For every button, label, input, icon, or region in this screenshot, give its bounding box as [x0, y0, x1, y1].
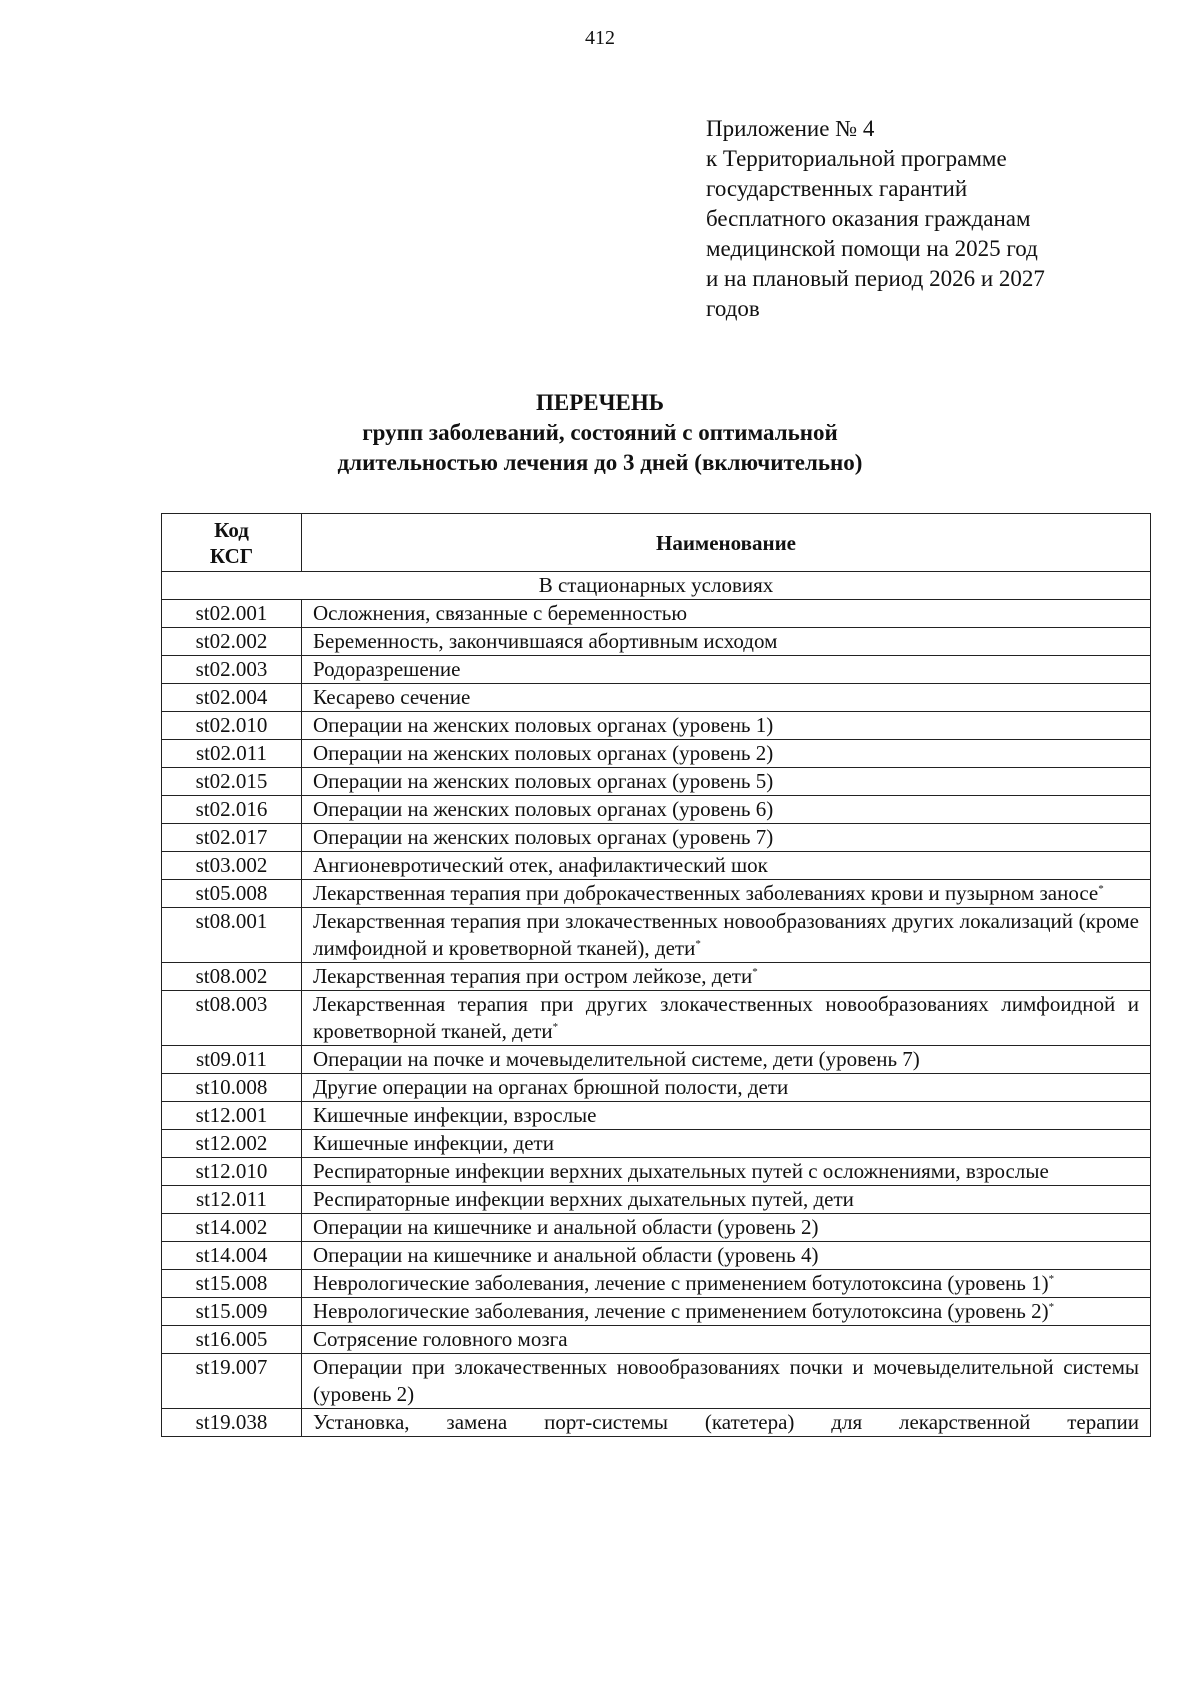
ksg-name-cell: Операции на женских половых органах (уровень 7)	[302, 824, 1151, 852]
ksg-code-cell: st12.010	[162, 1158, 302, 1186]
table-row	[162, 628, 1151, 656]
table-body	[162, 572, 1151, 1437]
ksg-code-cell: st10.008	[162, 1074, 302, 1102]
ksg-name-cell: Кесарево сечение	[302, 684, 1151, 712]
ksg-code-cell: st02.003	[162, 656, 302, 684]
ksg-code-cell: st02.016	[162, 796, 302, 824]
ksg-code-cell: st02.017	[162, 824, 302, 852]
ksg-code-cell: st19.038	[162, 1409, 302, 1437]
table-row	[162, 740, 1151, 768]
footnote-mark: *	[552, 1021, 559, 1033]
table-row	[162, 824, 1151, 852]
table-row	[162, 880, 1151, 908]
footnote-mark: *	[752, 966, 758, 978]
footnote-mark: *	[1098, 883, 1104, 895]
table-row	[162, 1326, 1151, 1354]
ksg-code-cell: st19.007	[162, 1354, 302, 1409]
header-code	[162, 514, 302, 572]
table-row	[162, 712, 1151, 740]
ksg-name-cell: Сотрясение головного мозга	[302, 1326, 1151, 1354]
ksg-name-cell: Ангионевротический отек, анафилактический шок	[302, 852, 1151, 880]
ksg-code-cell: st02.011	[162, 740, 302, 768]
header-code-line: Код	[214, 517, 249, 542]
appendix-line: бесплатного оказания гражданам	[706, 206, 1031, 231]
ksg-name-cell: Другие операции на органах брюшной полости, дети	[302, 1074, 1151, 1102]
ksg-code-cell: st09.011	[162, 1046, 302, 1074]
table-row	[162, 1102, 1151, 1130]
ksg-name-cell: Операции на кишечнике и анальной области (уровень 4)	[302, 1242, 1151, 1270]
table-row	[162, 1242, 1151, 1270]
table-row	[162, 1214, 1151, 1242]
document-heading	[0, 388, 1200, 478]
ksg-name-cell: Неврологические заболевания, лечение с применением ботулотоксина (уровень 1)*	[302, 1270, 1151, 1298]
table-row	[162, 600, 1151, 628]
table-row	[162, 1158, 1151, 1186]
table-row	[162, 991, 1151, 1046]
appendix-line: годов	[706, 296, 760, 321]
footnote-mark: *	[695, 938, 701, 950]
ksg-code-cell: st15.008	[162, 1270, 302, 1298]
table-row	[162, 1074, 1151, 1102]
ksg-code-cell: st12.002	[162, 1130, 302, 1158]
table-row	[162, 684, 1151, 712]
ksg-table	[161, 513, 1151, 1437]
ksg-name-cell: Лекарственная терапия при злокачественных новообразованиях других локализаций (кроме лимфоидной и кроветворной тканей), дети*	[302, 908, 1151, 963]
table-row	[162, 1270, 1151, 1298]
ksg-code-cell: st08.003	[162, 991, 302, 1046]
header-code-line: КСГ	[209, 543, 254, 568]
ksg-code-cell: st12.011	[162, 1186, 302, 1214]
page-number: 412	[585, 27, 615, 49]
ksg-code-cell: st05.008	[162, 880, 302, 908]
ksg-code-cell: st02.002	[162, 628, 302, 656]
table-header-row	[162, 514, 1151, 572]
appendix-line: Приложение № 4	[706, 116, 875, 141]
ksg-code-cell: st02.004	[162, 684, 302, 712]
ksg-name-cell: Лекарственная терапия при остром лейкозе, дети*	[302, 963, 1151, 991]
ksg-name-cell: Неврологические заболевания, лечение с применением ботулотоксина (уровень 2)*	[302, 1298, 1151, 1326]
ksg-name-cell: Осложнения, связанные с беременностью	[302, 600, 1151, 628]
ksg-name-cell	[302, 1409, 1151, 1437]
table-row	[162, 1046, 1151, 1074]
table-row	[162, 852, 1151, 880]
ksg-name-cell: Кишечные инфекции, взрослые	[302, 1102, 1151, 1130]
ksg-name-cell: Родоразрешение	[302, 656, 1151, 684]
ksg-name-cell: Операции на женских половых органах (уровень 6)	[302, 796, 1151, 824]
section-row	[162, 572, 1151, 600]
document-subtitle: групп заболеваний, состояний с оптимальной	[362, 420, 838, 445]
ksg-code-cell: st02.010	[162, 712, 302, 740]
ksg-name-text: Установка, замена порт-системы (катетера) для лекарственной терапии	[313, 1410, 1139, 1434]
table-row	[162, 963, 1151, 991]
ksg-name-cell: Операции на почке и мочевыделительной системе, дети (уровень 7)	[302, 1046, 1151, 1074]
document-subtitle: длительностью лечения до 3 дней (включительно)	[337, 450, 863, 475]
table-row	[162, 796, 1151, 824]
ksg-code-cell: st02.015	[162, 768, 302, 796]
ksg-name-cell: Лекарственная терапия при доброкачественных заболеваниях крови и пузырном заносе*	[302, 880, 1151, 908]
table-row	[162, 1130, 1151, 1158]
ksg-name-cell: Операции на женских половых органах (уровень 5)	[302, 768, 1151, 796]
ksg-name-cell: Операции на женских половых органах (уровень 1)	[302, 712, 1151, 740]
table-row	[162, 908, 1151, 963]
ksg-name-cell: Операции на кишечнике и анальной области (уровень 2)	[302, 1214, 1151, 1242]
table-row	[162, 1186, 1151, 1214]
ksg-name-cell: Беременность, закончившаяся абортивным исходом	[302, 628, 1151, 656]
ksg-code-cell: st14.002	[162, 1214, 302, 1242]
table-row	[162, 656, 1151, 684]
ksg-name-cell: Респираторные инфекции верхних дыхательных путей с осложнениями, взрослые	[302, 1158, 1151, 1186]
header-name: Наименование	[302, 514, 1151, 572]
appendix-line: медицинской помощи на 2025 год	[706, 236, 1038, 261]
ksg-code-cell: st15.009	[162, 1298, 302, 1326]
ksg-name-cell: Операции на женских половых органах (уровень 2)	[302, 740, 1151, 768]
footnote-mark: *	[1048, 1273, 1055, 1285]
ksg-name-cell: Респираторные инфекции верхних дыхательных путей, дети	[302, 1186, 1151, 1214]
ksg-code-cell: st03.002	[162, 852, 302, 880]
appendix-line: к Территориальной программе	[706, 146, 1007, 171]
table-row	[162, 1354, 1151, 1409]
appendix-line: государственных гарантий	[706, 176, 968, 201]
ksg-code-cell: st02.001	[162, 600, 302, 628]
table-row	[162, 1409, 1151, 1437]
section-label: В стационарных условиях	[162, 572, 1151, 600]
appendix-line: и на плановый период 2026 и 2027	[706, 266, 1045, 291]
ksg-code-cell: st08.002	[162, 963, 302, 991]
ksg-code-cell: st14.004	[162, 1242, 302, 1270]
ksg-name-cell: Лекарственная терапия при других злокачественных новообразованиях лимфоидной и кроветворной тканей, дети*	[302, 991, 1151, 1046]
ksg-name-cell: Операции при злокачественных новообразованиях почки и мочевыделительной системы (уровень 2)	[302, 1354, 1151, 1409]
table-row	[162, 768, 1151, 796]
ksg-code-cell: st16.005	[162, 1326, 302, 1354]
table-row	[162, 1298, 1151, 1326]
ksg-code-cell: st08.001	[162, 908, 302, 963]
ksg-name-cell: Кишечные инфекции, дети	[302, 1130, 1151, 1158]
appendix-note	[706, 114, 1166, 324]
document-title: ПЕРЕЧЕНЬ	[536, 390, 664, 415]
footnote-mark: *	[1048, 1301, 1055, 1313]
ksg-code-cell: st12.001	[162, 1102, 302, 1130]
